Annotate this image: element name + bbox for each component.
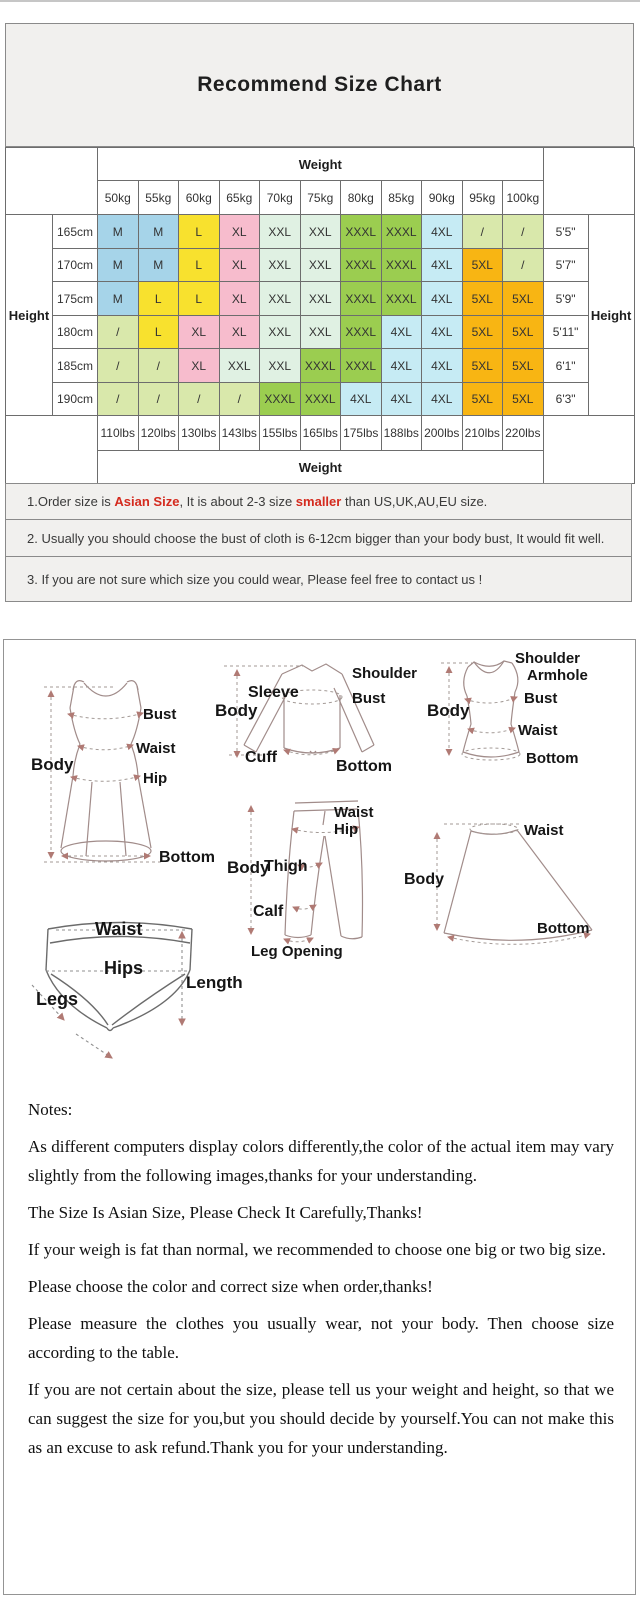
size-cell: XXXL [260, 383, 301, 416]
vest-waist-label: Waist [518, 722, 558, 739]
size-cell: XL [219, 282, 260, 316]
height-cm-cell: 165cm [53, 215, 98, 249]
shirt-bust-label: Bust [352, 690, 386, 707]
pants-hip-label: Hip [334, 821, 359, 838]
height-cm-cell: 190cm [53, 383, 98, 416]
size-cell: XL [219, 316, 260, 349]
top-divider [0, 0, 640, 2]
weight-kg-cell: 70kg [260, 181, 301, 215]
notes-paragraph: If you are not certain about the size, please tell us your weight and height, so that we can suggest the size for you,but you should decide by yourself.You can not make this as an excuse to ask refund.Thank you for your understanding. [28, 1380, 614, 1457]
size-cell: XXL [260, 249, 301, 282]
size-cell: 4XL [422, 349, 463, 383]
height-header-left: Height [6, 215, 53, 416]
size-cell: 4XL [422, 383, 463, 416]
weight-kg-cell: 80kg [341, 181, 382, 215]
size-cell: XXL [260, 349, 301, 383]
height-ft-cell: 6'1" [543, 349, 588, 383]
size-cell: / [98, 349, 139, 383]
pants-leg-opening-label: Leg Opening [251, 943, 343, 960]
dress-hip-label: Hip [143, 770, 168, 787]
height-cm-cell: 185cm [53, 349, 98, 383]
corner-cell [543, 416, 634, 484]
size-cell: 4XL [422, 316, 463, 349]
height-ft-cell: 5'9" [543, 282, 588, 316]
pants-body-label: Body [227, 858, 270, 877]
size-cell: / [98, 316, 139, 349]
height-ft-cell: 5'7" [543, 249, 588, 282]
size-cell: M [98, 215, 139, 249]
size-cell: 5XL [503, 316, 544, 349]
size-cell: 5XL [462, 249, 503, 282]
size-chart-table [5, 147, 635, 484]
weight-lbs-cell: 220lbs [503, 416, 544, 451]
notes-paragraph: If your weigh is fat than normal, we recommended to choose one big or two big size. [28, 1240, 606, 1259]
height-cm-cell: 180cm [53, 316, 98, 349]
notes-section [28, 1095, 614, 1470]
vest-bust-label: Bust [524, 690, 558, 707]
weight-kg-cell: 60kg [179, 181, 220, 215]
height-ft-cell: 5'11" [543, 316, 588, 349]
shirt-body-label: Body [215, 701, 258, 720]
notes-paragraph: As different computers display colors differently,the color of the actual item may vary slightly from the following images,thanks for your understanding. [28, 1137, 614, 1185]
size-cell: 4XL [381, 349, 422, 383]
shirt-cuff-label: Cuff [245, 749, 277, 766]
size-cell: 4XL [341, 383, 382, 416]
skirt-bottom-label: Bottom [537, 920, 590, 937]
weight-lbs-cell: 175lbs [341, 416, 382, 451]
size-cell: XXL [260, 215, 301, 249]
order-note-3 [5, 556, 632, 602]
height-header-right: Height [588, 215, 634, 416]
size-cell: 5XL [503, 349, 544, 383]
pants-thigh-label: Thigh [264, 858, 308, 875]
size-cell: XXL [219, 349, 260, 383]
size-cell: / [138, 349, 179, 383]
weight-kg-cell: 50kg [98, 181, 139, 215]
size-cell: / [503, 249, 544, 282]
size-cell: 5XL [462, 349, 503, 383]
size-cell: L [138, 282, 179, 316]
size-cell: M [138, 249, 179, 282]
notes-paragraph: The Size Is Asian Size, Please Check It Carefully,Thanks! [28, 1203, 423, 1222]
corner-cell [6, 416, 98, 484]
size-cell: / [98, 383, 139, 416]
dress-waist-label: Waist [136, 740, 176, 757]
size-cell: / [179, 383, 220, 416]
briefs-length-label: Length [186, 973, 243, 992]
size-cell: 4XL [381, 316, 422, 349]
weight-kg-cell: 75kg [300, 181, 341, 215]
size-cell: 5XL [503, 383, 544, 416]
size-cell: / [503, 215, 544, 249]
size-cell: XXXL [381, 215, 422, 249]
size-cell: XXL [300, 215, 341, 249]
notes-paragraph: Please measure the clothes you usually wear, not your body. Then choose size according to the table. [28, 1314, 614, 1362]
size-cell: XL [219, 215, 260, 249]
size-cell: L [179, 215, 220, 249]
size-cell: L [179, 282, 220, 316]
height-cm-cell: 170cm [53, 249, 98, 282]
weight-kg-cell: 90kg [422, 181, 463, 215]
size-cell: XXXL [341, 215, 382, 249]
weight-lbs-cell: 110lbs [98, 416, 139, 451]
size-cell: XXXL [381, 249, 422, 282]
size-cell: / [219, 383, 260, 416]
notes-heading: Notes: [28, 1100, 73, 1119]
weight-lbs-cell: 120lbs [138, 416, 179, 451]
weight-lbs-cell: 155lbs [260, 416, 301, 451]
shirt-shoulder-label: Shoulder [352, 665, 418, 682]
skirt-waist-label: Waist [524, 822, 564, 839]
size-cell: L [179, 249, 220, 282]
size-cell: XXXL [341, 316, 382, 349]
measurement-diagrams-panel [3, 639, 636, 1595]
weight-lbs-cell: 165lbs [300, 416, 341, 451]
order-note-1 [5, 483, 632, 520]
size-cell: 5XL [462, 383, 503, 416]
size-cell: M [98, 249, 139, 282]
weight-kg-cell: 65kg [219, 181, 260, 215]
weight-header-bottom: Weight [98, 451, 544, 484]
page-title: Recommend Size Chart [197, 73, 442, 96]
vest-armhole-label: Armhole [527, 667, 588, 684]
size-cell: 5XL [462, 282, 503, 316]
weight-header-top: Weight [98, 148, 544, 181]
asian-size-highlight: Asian Size [114, 494, 180, 509]
weight-kg-cell: 95kg [462, 181, 503, 215]
size-cell: M [98, 282, 139, 316]
dress-bust-label: Bust [143, 706, 177, 723]
briefs-waist-label: Waist [95, 919, 143, 939]
weight-lbs-cell: 200lbs [422, 416, 463, 451]
dress-bottom-label: Bottom [159, 849, 215, 866]
size-cell: 5XL [462, 316, 503, 349]
size-cell: XL [219, 249, 260, 282]
shirt-sleeve-label: Sleeve [248, 684, 299, 701]
vest-bottom-label: Bottom [526, 750, 579, 767]
notes-paragraph: Please choose the color and correct size when order,thanks! [28, 1277, 433, 1296]
size-cell: XXXL [381, 282, 422, 316]
weight-lbs-cell: 188lbs [381, 416, 422, 451]
note-text: 2. Usually you should choose the bust of cloth is 6-12cm bigger than your body bust, It would fit well. [27, 530, 605, 546]
pants-waist-label: Waist [334, 804, 374, 821]
size-cell: XXXL [300, 383, 341, 416]
pants-calf-label: Calf [253, 903, 284, 920]
briefs-hips-label: Hips [104, 958, 144, 978]
size-cell: XL [179, 316, 220, 349]
note-text: 1.Order size is Asian Size, It is about 2-3 size smaller than US,UK,AU,EU size. [27, 494, 488, 509]
size-cell: / [462, 215, 503, 249]
order-note-2 [5, 519, 632, 557]
briefs-legs-label: Legs [36, 989, 79, 1009]
weight-kg-cell: 85kg [381, 181, 422, 215]
size-cell: XXXL [300, 349, 341, 383]
height-ft-cell: 5'5" [543, 215, 588, 249]
size-cell: L [138, 316, 179, 349]
size-cell: XXL [260, 282, 301, 316]
smaller-highlight: smaller [295, 494, 342, 509]
height-cm-cell: 175cm [53, 282, 98, 316]
size-cell: XXL [300, 249, 341, 282]
corner-cell [543, 148, 634, 215]
shirt-bottom-label: Bottom [336, 758, 392, 775]
size-cell: 5XL [503, 282, 544, 316]
dress-body-label: Body [31, 755, 74, 774]
size-cell: / [138, 383, 179, 416]
size-cell: 4XL [381, 383, 422, 416]
weight-kg-cell: 100kg [503, 181, 544, 215]
corner-cell [6, 148, 98, 215]
note-text: 3. If you are not sure which size you could wear, Please feel free to contact us ! [27, 571, 483, 587]
size-cell: XL [179, 349, 220, 383]
size-cell: XXXL [341, 282, 382, 316]
title-box [5, 23, 634, 147]
vest-shoulder-label: Shoulder [515, 650, 581, 667]
size-cell: XXL [300, 316, 341, 349]
size-cell: XXXL [341, 249, 382, 282]
size-cell: M [138, 215, 179, 249]
size-cell: 4XL [422, 215, 463, 249]
weight-lbs-cell: 130lbs [179, 416, 220, 451]
size-cell: XXL [260, 316, 301, 349]
size-cell: XXXL [341, 349, 382, 383]
weight-kg-cell: 55kg [138, 181, 179, 215]
weight-lbs-cell: 210lbs [462, 416, 503, 451]
size-cell: XXL [300, 282, 341, 316]
weight-lbs-cell: 143lbs [219, 416, 260, 451]
size-cell: 4XL [422, 249, 463, 282]
skirt-body-label: Body [404, 871, 444, 888]
size-cell: 4XL [422, 282, 463, 316]
height-ft-cell: 6'3" [543, 383, 588, 416]
vest-body-label: Body [427, 701, 470, 720]
